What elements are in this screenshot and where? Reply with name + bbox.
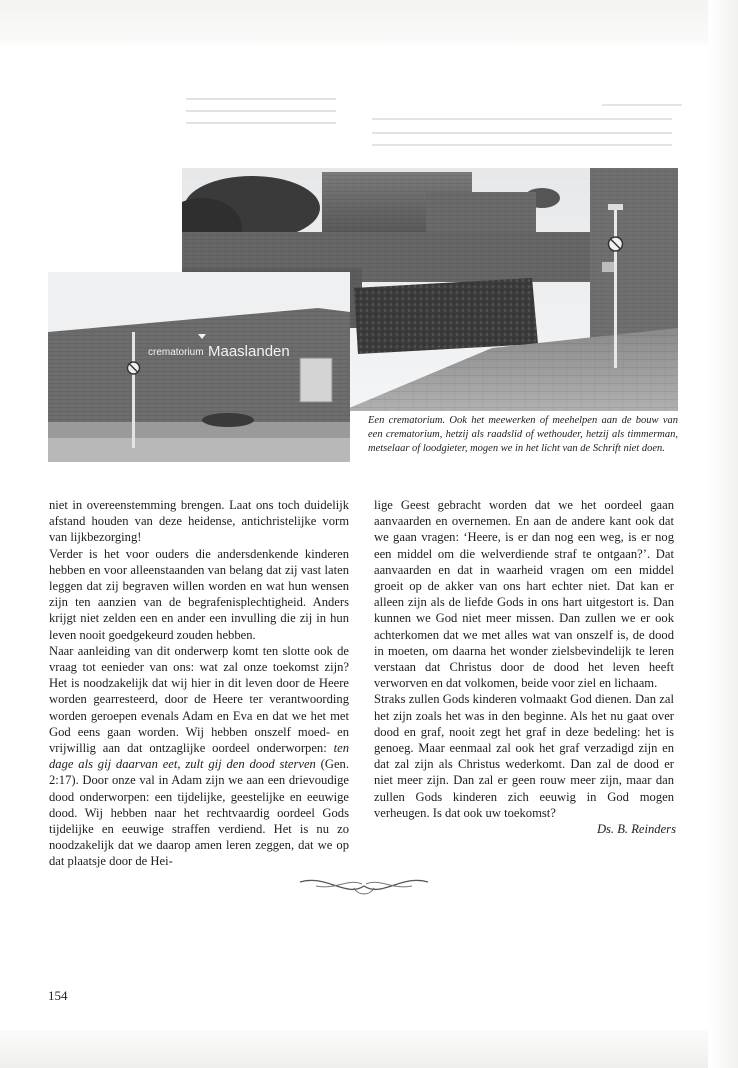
paragraph: Straks zullen Gods kinderen volmaakt God dienen. Dan zal het zijn zoals het was in den beginne. Als het nu gaat over dood en graf, nooit zegt het graf in deze bedeling: het is genoeg. Maar eenmaal zal ook het graf verzadigd zijn en dat zal zijn als Christus wederkomt. Dan zal de dood er niet meer zijn. Dan zal er geen rouw meer zijn, maar dan zullen Gods kinderen zich eeuwig in God mogen verheugen. Is dat ook uw toekomst? (374, 692, 674, 820)
page-top-margin (0, 0, 738, 44)
paragraph (49, 643, 349, 870)
sign-name-text: Maaslanden (208, 343, 290, 360)
text-column-left (49, 497, 349, 870)
bleed-through-left (186, 92, 336, 134)
paragraph: Verder is het voor ouders die andersdenkende kinderen hebben en voor alleenstaanden van belang dat zij vast laten leggen dat zij begraven willen worden en wat hun wensen zijn ten aanzien van de begrafenisplechtigheid. Anders krijgt niet zelden een en ander een invulling die zij in hun leven nooit goedgekeurd zouden hebben. (49, 546, 349, 642)
author-signature: Ds. B. Reinders (596, 822, 676, 836)
scripture-quote: ten dage als gij daarvan eet, zult gij den dood sterven (49, 741, 349, 772)
paragraph: niet in overeenstemming brengen. Laat ons toch duidelijk afstand houden van deze heidense, antichristelijke vorm van lijkbezorging! (49, 498, 349, 545)
ornament-flourish-icon (296, 868, 432, 902)
page-bottom-margin (0, 1030, 738, 1068)
page-edge-shadow (708, 0, 738, 1068)
sign-prefix-text: crematorium (148, 347, 204, 358)
crematorium-sign-photo (48, 272, 350, 462)
text-run: Naar aanleiding van dit onderwerp komt ten slotte ook de vraag tot eenieder van ons: wat zal onze toekomst zijn? Het is noodzakelijk dat wij hier in dit leven door de Heere worden gearresteerd, door de Heere ter verantwoording worden geroepen evenals Adam en Eva en dat we het met God eens gaan worden. Wij hebben onszelf moed- en vrijwillig aan dat ontzaglijke oordeel onderworpen: (49, 643, 349, 756)
text-column-right (374, 497, 674, 821)
photo-caption: Een crematorium. Ook het meewerken of meehelpen aan de bouw van een crematorium, hetzij als raadslid of wethouder, hetzij als timmerman, metselaar of loodgieter, mogen we in het licht van de Schrift niet doen. (368, 415, 678, 454)
text-run: (Gen. 2:17). Door onze val in Adam zijn we aan een drievoudige dood onderworpen: een tijdelijke, geestelijke en eeuwige dood. Wij hebben naar het rechtvaardig oordeel Gods tijdelijke en eeuwige straffen verdiend. Het is nu zo noodzakelijk dat we daarop amen leren zeggen, dat we op dat plaatsje door de Hei- (49, 757, 349, 869)
page-number: 154 (48, 988, 68, 1003)
bleed-through-right (372, 96, 672, 156)
paragraph: lige Geest gebracht worden dat we het oordeel gaan aanvaarden en overnemen. En aan de andere kant ook dat we gaan vragen: ‘Heere, is er dan nog een weg, is er nog een middel om die welverdiende straf te ontgaan?’. Dat aanvaarden en dat in waarheid vragen om een middel groeit op de akker van ons hart echter niet. Dat kan er alleen zijn als de liefde Gods in ons hart uitgestort is. Dan kunnen we God niet meer missen. Dan zullen we er ook achterkomen dat we met alles wat van onszelf is, de dood in moeten, om daarna het wonder zielsbevindelijk te leren verstaan dat Christus door de dood het leven heeft verworven en dat volkomen, beide voor ziel en lichaam. (374, 498, 674, 691)
